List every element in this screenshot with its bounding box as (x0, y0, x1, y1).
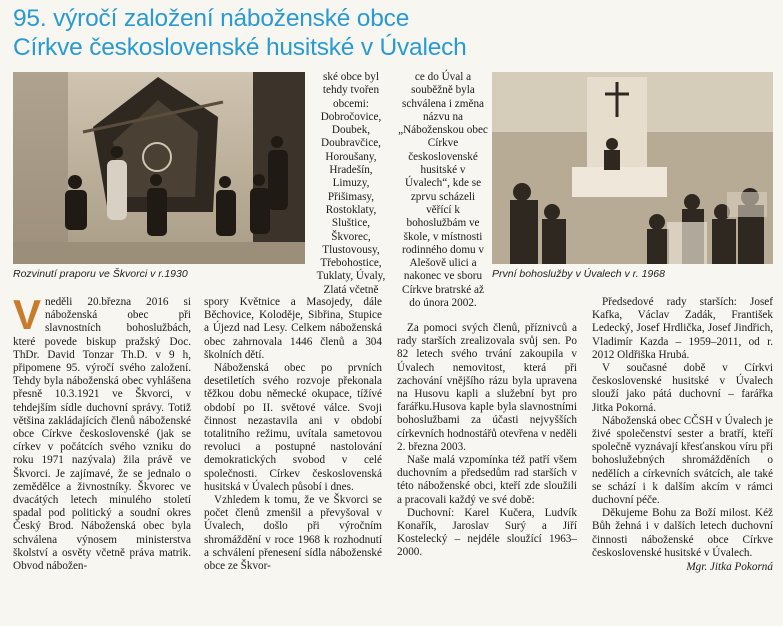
column-4 (592, 296, 773, 574)
paragraph-3: Náboženská obec po prvních desetiletích svého rozvoje překonala těžkou dobu německé okupace, tížívé období po II. světové válce. Svoji činnost nezastavila ani v období totalitního režimu, uvítala sametovou revoluci a postupné nastolování demokratických svobod v celé společnosti. Církev československá husitská v Úvalech působí i dnes. (204, 362, 382, 493)
paragraph-4: Vzhledem k tomu, že ve Škvorci se počet členů zmenšil a převyšoval v Úvalech, došlo při výročním shromáždění v roce 1968 k rozhodnutí a schválení přenesení sídla náboženské obce ze Škvor- (204, 494, 382, 573)
photo-first-service-1968 (492, 72, 773, 264)
photo-caption-left: Rozvinutí praporu ve Škvorci v r.1930 (13, 268, 188, 280)
paragraph-2: spory Květnice a Masojedy, dále Běchovice, Koloděje, Sibřina, Stupice a Újezd nad Lesy. Celkem náboženská obec zahrnovala 1446 členů a 304 školních dětí. (204, 296, 382, 361)
column-3 (397, 322, 577, 560)
photo-caption-right: První bohoslužby v Úvalech v r. 1968 (492, 268, 665, 280)
paragraph-5: Za pomoci svých členů, příznivců a rady starších zrealizovala svůj sen. Po 82 letech svého trvání zakoupila v Úvalech nemovitost, která při zachování vnějšího rázu byla upravena na Husovu kapli a služební byt pro farářku.Husova kaple byla slavnostními bohoslužbami za účasti nejvyšších církevních hodnostářů otevřena v neděli 2. března 2003. (397, 322, 577, 453)
drop-cap: V (13, 291, 42, 338)
column-2 (204, 296, 382, 573)
paragraph-11: Děkujeme Bohu za Boží milost. Kéž Bůh žehná i v dalších letech duchovní činnosti náboženské obce Církve československé husitské v Úvalech. (592, 507, 773, 559)
title-line-2: Církve československé husitské v Úvalech (13, 34, 467, 61)
paragraph-6: Naše malá vzpomínka též patří všem duchovním a předsedům rad starších v této náboženské obci, kteří zde sloužili a pracovali každý ve své době: (397, 454, 577, 506)
column-2-top: ské obce byl tehdy tvořen obcemi: Dobročovice, Doubek, Doubravčice, Horoušany, Hradešín, Limuzy, Přišimasy, Rostoklaty, Sluštice, Škvorec, Tlustovousy, Třebohostice, Tuklaty, Úvaly, Zlatá včetně (316, 71, 386, 296)
title-line-1: 95. výročí založení náboženské obce (13, 5, 410, 32)
article-title (13, 4, 773, 62)
column-1 (13, 291, 191, 573)
column-3-top: ce do Úval a souběžně byla schválena i změna názvu na „Náboženskou obec Církve československé husitské v Úvalech“, kde se zprvu scházeli věřící k bohoslužbám ve škole, v místnosti rodinného domu v Alešově ulici a nakonec ve sboru Církve bratrské až do února 2002. (398, 71, 488, 310)
author-signature: Mgr. Jitka Pokorná (686, 561, 773, 574)
photo-flag-skvorec-1930 (13, 72, 305, 264)
paragraph-1: neděli 20.března 2016 si náboženská obec při slavnostních bohoslužbách, které povede biskup pražský Doc. ThDr. David Tonzar Th.D. v 9 h, připomene 95. výročí svého založení. Tehdy byla náboženská obec vyhlášena přesně 10.3.1921 ve Škvorci, v tehdejším sídle duchovní správy. Totiž většina zakládajících členů náboženské obce Církve československé (jak se církev v počátcích svého vzniku do roku 1971 nazývala) žila právě ve Škvorci. Je zajímavé, že se jednalo o zemědělce a živnostníky. Škvorec ve dvacátých letech minulého století spadal pod politický a soudní okres Český Brod. Náboženská obec byla schválena výnosem ministerstva školství a osvěty včetně práva matrik. Obvod nábožen- (13, 296, 191, 573)
paragraph-7: Duchovní: Karel Kučera, Ludvík Konařík, Jaroslav Surý a Jiří Kostelecký – nejdéle sloužící 1963–2000. (397, 506, 577, 559)
paragraph-8: Předsedové rady starších: Josef Kafka, Václav Zadák, František Ledecký, Josef Hrdlička, Josef Jindřich, Vladimír Kazda – 1959–2011, od r. 2012 Oldřiška Hrubá. (592, 296, 773, 361)
paragraph-10: Náboženská obec CČSH v Úvalech je živé společenství sester a bratří, kteří společně vyznávají křesťanskou víru při bohoslužebných shromážděních o nedělích a církevních svátcích, ale také se schází i k dalším akcím v rámci duchovní péče. (592, 414, 773, 507)
paragraph-9: V současné době v Církvi československé husitské v Úvalech slouží jako pátá duchovní – farářka Jitka Pokorná. (592, 362, 773, 414)
